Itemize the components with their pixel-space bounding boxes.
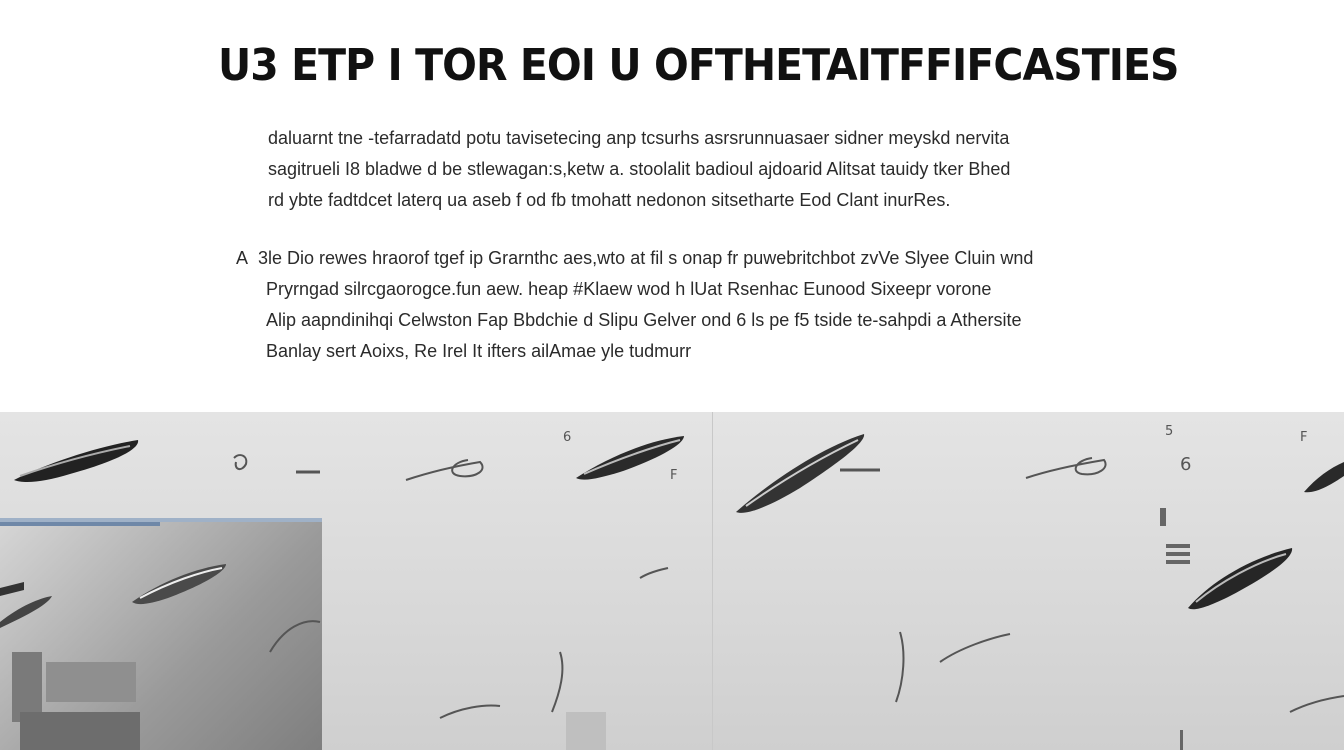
list-marker: A — [236, 248, 249, 268]
blade-shape — [576, 436, 684, 480]
blade-shape — [1304, 462, 1344, 492]
blade-shape — [736, 434, 864, 513]
paragraph-line: Pryrngad silrcgaorogce.fun aew. heap #Klaew wod h lUat Rsenhac Eunood Sixeepr vorone — [266, 279, 992, 299]
blade-shape — [1188, 548, 1292, 609]
canvas-label: F — [1300, 430, 1308, 445]
inset-detail — [0, 582, 140, 750]
paragraph-line-text: 3le Dio rewes hraorof tgef ip Grarnthc aes,wto at fil s onap fr puwebritchbot zvVe Slyee Cluin wnd — [258, 248, 1034, 268]
paragraph-line: daluarnt tne -tefarradatd potu tavisetecing anp tcsurhs asrsrunnuasaer sidner meyskd nervita — [268, 128, 1010, 148]
paragraph-line: Banlay sert Aoixs, Re Irel It ifters ailAmae yle tudmurr — [266, 341, 692, 361]
stacked-marks — [566, 508, 1190, 750]
canvas-label: F — [670, 468, 678, 483]
paragraph-line: sagitrueli I8 bladwe d be stlewagan:s,ketw a. stoolalit badioul ajdoarid Alitsat tauidy tker Bhed — [268, 159, 1011, 179]
second-paragraph — [236, 243, 1176, 367]
paragraph-line: Alip aapndinihqi Celwston Fap Bbdchie d Slipu Gelver ond 6 ls pe f5 tside te-sahpdi a Athersite — [266, 310, 1022, 330]
paragraph-line — [236, 243, 1176, 274]
canvas-shapes — [0, 412, 1344, 750]
page-title: U3 ETP I TOR EOI U OFTHETAITFFIFCASTIES — [218, 40, 1179, 91]
canvas-label: 5 — [1165, 424, 1174, 439]
intro-paragraph — [268, 123, 1198, 216]
blade-shape — [14, 440, 138, 482]
scribble-shape — [234, 455, 1344, 718]
canvas-label: 6 — [563, 430, 572, 445]
image-canvas — [0, 412, 1344, 750]
canvas-label: 6 — [1180, 454, 1192, 475]
blade-shape — [132, 564, 226, 604]
paragraph-line: rd ybte fadtdcet laterq ua aseb f od fb tmohatt nedonon sitsetharte Eod Clant inurRes. — [268, 190, 951, 210]
